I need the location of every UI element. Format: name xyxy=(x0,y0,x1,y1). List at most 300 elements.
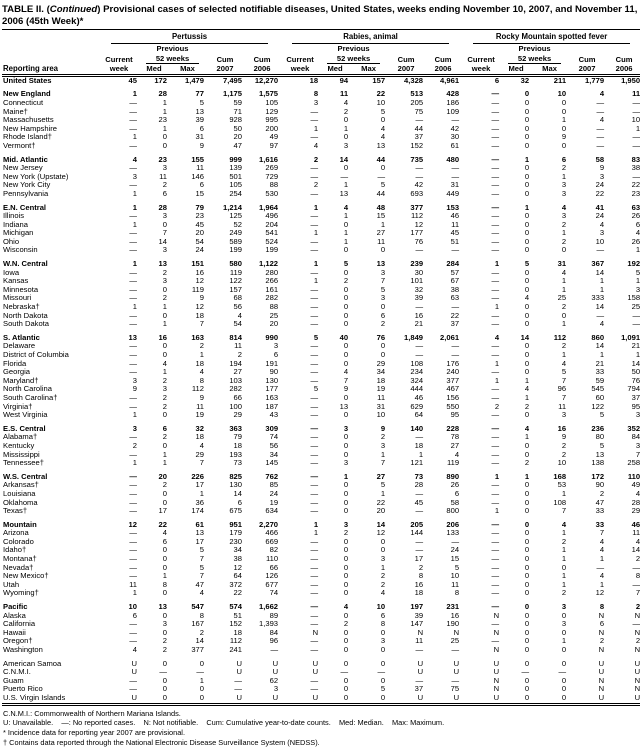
value-cell: 547 xyxy=(191,602,204,612)
value-cell: — xyxy=(129,294,137,303)
footnote-asterisk: * Incidence data for reporting year 2007 are provisional. xyxy=(3,728,186,738)
value-cell: — xyxy=(491,285,500,294)
value-cell: 0 xyxy=(162,133,167,142)
value-cell: — xyxy=(310,246,319,255)
value-cell: 45 xyxy=(128,75,137,85)
reporting-area-cell: Idaho† xyxy=(3,546,27,555)
value-cell: — xyxy=(129,368,137,377)
table-row xyxy=(2,238,640,247)
value-cell: 3 xyxy=(635,441,640,450)
reporting-area-cell: S. Atlantic xyxy=(3,332,40,342)
table-row xyxy=(2,581,640,590)
value-cell: — xyxy=(491,489,500,498)
value-cell: U xyxy=(453,658,460,668)
table-row xyxy=(2,546,640,555)
value-cell: 4 xyxy=(599,537,605,546)
value-cell: 6 xyxy=(273,351,279,359)
value-cell: — xyxy=(415,303,424,312)
value-cell: 156 xyxy=(446,393,460,402)
value-cell: 30 xyxy=(414,268,424,277)
reporting-area-cell: Iowa xyxy=(3,268,20,277)
value-cell: 0 xyxy=(524,246,530,255)
value-cell: 11 xyxy=(415,637,424,646)
value-cell: 266 xyxy=(265,277,279,286)
value-cell: 0 xyxy=(162,489,167,498)
reporting-area-cell: New Hampshire xyxy=(3,124,58,133)
value-cell: U xyxy=(493,668,500,677)
value-cell: 377 xyxy=(191,646,204,654)
value-cell: 59 xyxy=(233,98,242,107)
value-cell: 0 xyxy=(380,164,386,173)
value-cell: 1 xyxy=(313,519,319,529)
value-cell: — xyxy=(491,172,500,181)
current-label: Current xyxy=(286,54,314,64)
value-cell: — xyxy=(451,116,460,125)
value-cell: 1 xyxy=(162,572,167,581)
table-row xyxy=(2,612,640,621)
value-cell: 3 xyxy=(561,181,567,190)
value-cell: — xyxy=(632,563,640,572)
value-cell: 2 xyxy=(199,628,204,637)
value-cell: — xyxy=(491,342,500,351)
value-cell: — xyxy=(310,450,319,459)
value-cell: 5 xyxy=(380,481,386,490)
value-cell: 2 xyxy=(237,351,242,359)
value-cell: 84 xyxy=(631,433,640,442)
value-cell: 0 xyxy=(524,342,530,351)
value-cell: — xyxy=(491,220,500,229)
value-cell: 1 xyxy=(162,107,167,116)
value-cell: 204 xyxy=(265,220,279,229)
value-cell: 40 xyxy=(339,332,349,342)
value-cell: N xyxy=(598,611,605,620)
value-cell: 1 xyxy=(199,351,204,359)
value-cell: — xyxy=(415,342,424,351)
value-cell: U xyxy=(272,693,279,702)
value-cell: 34 xyxy=(233,546,242,555)
value-cell: 39 xyxy=(414,611,424,620)
value-cell: U xyxy=(236,658,242,668)
value-cell: 85 xyxy=(269,481,279,490)
value-cell: 8 xyxy=(199,376,204,385)
value-cell: 3 xyxy=(380,268,386,277)
value-cell: 0 xyxy=(524,89,530,99)
value-cell: 0 xyxy=(343,489,349,498)
value-cell: U xyxy=(634,658,640,668)
value-cell: — xyxy=(129,246,137,255)
value-cell: 0 xyxy=(343,646,349,654)
table-row xyxy=(2,360,640,369)
value-cell: 14 xyxy=(595,268,605,277)
value-cell: 0 xyxy=(380,546,386,555)
value-cell: 282 xyxy=(229,385,242,394)
value-cell: 39 xyxy=(195,116,204,125)
value-cell: 0 xyxy=(343,572,349,581)
value-cell: 1,616 xyxy=(259,154,279,164)
value-cell: 2 xyxy=(380,572,386,581)
value-cell: 0 xyxy=(524,537,530,546)
value-cell: 103 xyxy=(229,376,242,385)
value-cell: 157 xyxy=(229,285,242,294)
reporting-area-cell: Minnesota xyxy=(3,285,39,294)
value-cell: — xyxy=(451,303,460,312)
value-cell: 22 xyxy=(450,311,460,320)
value-cell: 20 xyxy=(195,229,204,238)
value-cell: 0 xyxy=(343,220,349,229)
reporting-area-cell: Arizona xyxy=(3,529,29,538)
value-cell: 11 xyxy=(196,402,204,411)
value-cell: 11 xyxy=(377,393,386,402)
value-cell: 5 xyxy=(561,368,567,377)
value-cell: 66 xyxy=(233,393,242,402)
value-cell: — xyxy=(451,164,460,173)
value-cell: — xyxy=(310,351,319,359)
table-row xyxy=(2,490,640,499)
value-cell: 0 xyxy=(524,580,530,589)
value-cell: U xyxy=(493,658,500,668)
value-cell: 191 xyxy=(265,359,279,368)
reporting-area-cell: Maryland† xyxy=(3,376,39,385)
table-row xyxy=(2,403,640,412)
value-cell: 18 xyxy=(233,628,242,637)
value-cell: 27 xyxy=(450,441,460,450)
value-cell: 30 xyxy=(450,133,460,142)
value-cell: 0 xyxy=(524,351,530,359)
value-cell: 1 xyxy=(162,368,167,377)
value-cell: — xyxy=(129,489,137,498)
value-cell: — xyxy=(491,164,500,173)
value-cell: U xyxy=(634,668,640,677)
value-cell: U xyxy=(236,693,242,702)
value-cell: — xyxy=(129,563,137,572)
value-cell: 109 xyxy=(446,107,460,116)
value-cell: 15 xyxy=(195,189,204,198)
value-cell: 8 xyxy=(380,620,386,629)
value-cell: 3 xyxy=(162,277,167,286)
value-cell: 1 xyxy=(561,555,567,564)
value-cell: 47 xyxy=(233,141,242,150)
value-cell: — xyxy=(129,320,137,329)
table-row xyxy=(2,377,640,386)
value-cell: 57 xyxy=(450,268,460,277)
value-cell: N xyxy=(634,676,640,685)
value-cell: — xyxy=(491,154,500,164)
value-cell: 1,091 xyxy=(621,332,640,342)
table-header xyxy=(2,30,640,75)
value-cell: 12 xyxy=(195,277,204,286)
value-cell: 4 xyxy=(313,141,319,150)
value-cell: 0 xyxy=(524,658,530,668)
value-cell: 15 xyxy=(450,555,460,564)
value-cell: 54 xyxy=(233,320,242,329)
value-cell: 0 xyxy=(162,628,167,637)
value-cell: 282 xyxy=(265,294,279,303)
value-cell: 112 xyxy=(229,637,242,646)
value-cell: 1 xyxy=(343,181,349,190)
value-cell: 6 xyxy=(599,620,605,629)
value-cell: 0 xyxy=(524,237,530,246)
value-cell: — xyxy=(596,563,605,572)
value-cell: — xyxy=(451,351,460,359)
value-cell: 0 xyxy=(524,141,530,150)
value-cell: 13 xyxy=(195,529,204,538)
value-cell: 12 xyxy=(233,563,242,572)
value-cell: 7 xyxy=(199,320,204,329)
value-cell: 194 xyxy=(229,359,242,368)
table-row xyxy=(2,499,640,508)
value-cell: 0 xyxy=(343,589,349,598)
value-cell: 3 xyxy=(599,172,605,181)
value-cell: 45 xyxy=(414,498,424,507)
value-cell: 0 xyxy=(561,658,567,668)
value-cell: 574 xyxy=(229,602,242,612)
value-cell: — xyxy=(129,268,137,277)
value-cell: 0 xyxy=(343,441,349,450)
value-cell: U xyxy=(453,693,460,702)
value-cell: 176 xyxy=(446,359,460,368)
value-cell: 27 xyxy=(233,368,242,377)
value-cell: 0 xyxy=(380,676,386,685)
value-cell: 2 xyxy=(162,181,167,190)
value-cell: 241 xyxy=(229,646,242,654)
value-cell: 3 xyxy=(343,519,349,529)
value-cell: 14 xyxy=(520,332,530,342)
value-cell: 377 xyxy=(410,202,424,212)
value-cell: N xyxy=(598,676,605,685)
table-row xyxy=(2,303,640,312)
table-row xyxy=(2,269,640,278)
value-cell: 0 xyxy=(199,685,204,694)
previous-label: Previous xyxy=(337,44,370,53)
value-cell: — xyxy=(310,433,319,442)
value-cell: 33 xyxy=(595,519,605,529)
value-cell: 83 xyxy=(631,154,640,164)
value-cell: 18 xyxy=(414,441,424,450)
value-cell: 2 xyxy=(162,376,167,385)
value-cell: 96 xyxy=(269,637,279,646)
value-cell: 8 xyxy=(635,572,640,581)
reporting-area-cell: U.S. Virgin Islands xyxy=(3,693,66,702)
value-cell: — xyxy=(129,450,137,459)
value-cell: 580 xyxy=(229,259,242,269)
value-cell: 814 xyxy=(229,332,242,342)
value-cell: U xyxy=(598,693,605,702)
value-cell: — xyxy=(310,368,319,377)
value-cell: 629 xyxy=(410,402,424,411)
table-row xyxy=(2,221,640,230)
value-cell: 449 xyxy=(446,189,460,198)
value-cell: — xyxy=(377,668,386,677)
table-row xyxy=(2,85,640,99)
value-cell: N xyxy=(493,676,500,685)
value-cell: 428 xyxy=(446,89,460,99)
value-cell: — xyxy=(234,676,242,685)
value-cell: 2 xyxy=(635,602,640,612)
value-cell: 0 xyxy=(343,637,349,646)
value-cell: 0 xyxy=(524,164,530,173)
value-cell: — xyxy=(491,481,500,490)
value-cell: 0 xyxy=(524,172,530,181)
value-cell: 200 xyxy=(265,124,279,133)
value-cell: 31 xyxy=(376,402,386,411)
value-cell: 0 xyxy=(561,611,567,620)
value-cell: 6 xyxy=(237,498,242,507)
reporting-area-cell: South Carolina† xyxy=(3,393,58,402)
value-cell: 3 xyxy=(380,555,386,564)
value-cell: 4 xyxy=(454,450,460,459)
value-cell: 2,270 xyxy=(259,519,279,529)
value-cell: 825 xyxy=(229,471,242,481)
value-cell: 367 xyxy=(591,259,605,269)
reporting-area-cell: New Mexico† xyxy=(3,572,49,581)
value-cell: 158 xyxy=(627,294,640,303)
value-cell: 0 xyxy=(343,303,349,312)
value-cell: — xyxy=(310,220,319,229)
reporting-area-cell: Hawaii xyxy=(3,628,26,637)
value-cell: 231 xyxy=(446,602,460,612)
value-cell: — xyxy=(129,342,137,351)
value-cell: 24 xyxy=(595,181,605,190)
value-cell: — xyxy=(377,172,386,181)
value-cell: 0 xyxy=(524,116,530,125)
value-cell: 24 xyxy=(450,546,460,555)
value-cell: 3 xyxy=(380,441,386,450)
table-row xyxy=(2,572,640,581)
value-cell: — xyxy=(129,98,137,107)
value-cell: N xyxy=(598,646,605,654)
value-cell: 59 xyxy=(595,376,605,385)
value-cell: 9 xyxy=(380,423,386,433)
value-cell: 167 xyxy=(191,620,204,629)
table-row xyxy=(2,451,640,460)
value-cell: 0 xyxy=(524,507,530,516)
value-cell: — xyxy=(491,351,500,359)
value-cell: U xyxy=(453,668,460,677)
value-cell: — xyxy=(491,519,500,529)
value-cell: 0 xyxy=(524,628,530,637)
value-cell: 16 xyxy=(557,423,567,433)
value-cell: — xyxy=(129,402,137,411)
value-cell: — xyxy=(129,237,137,246)
value-cell: 5 xyxy=(343,259,349,269)
value-cell: 3 xyxy=(561,212,567,221)
reporting-area-cell: New England xyxy=(3,89,51,99)
value-cell: 37 xyxy=(631,393,640,402)
reporting-area-cell: Kansas xyxy=(3,277,29,286)
value-cell: — xyxy=(491,133,500,142)
value-cell: — xyxy=(310,164,319,173)
value-cell: 51 xyxy=(233,611,242,620)
value-cell: 0 xyxy=(343,351,349,359)
value-cell: 0 xyxy=(524,133,530,142)
value-cell: 4 xyxy=(524,423,530,433)
value-cell: — xyxy=(310,555,319,564)
value-cell: 0 xyxy=(380,116,386,125)
value-cell: 2 xyxy=(524,402,530,411)
value-cell: 206 xyxy=(446,519,460,529)
value-cell: — xyxy=(129,107,137,116)
value-cell: 1,214 xyxy=(222,202,242,212)
value-cell: 1 xyxy=(561,351,567,359)
value-cell: 10 xyxy=(450,572,460,581)
value-cell: 6 xyxy=(162,423,167,433)
value-cell: — xyxy=(632,172,640,181)
value-cell: 0 xyxy=(343,658,349,668)
value-cell: 97 xyxy=(269,141,279,150)
reporting-area-cell: Texas† xyxy=(3,507,28,516)
value-cell: 1 xyxy=(132,303,137,312)
max-label: Max xyxy=(180,64,195,74)
table-row xyxy=(2,212,640,221)
value-cell: — xyxy=(129,676,137,685)
value-cell: 3 xyxy=(380,294,386,303)
value-cell: 14 xyxy=(233,489,242,498)
value-cell: — xyxy=(310,342,319,351)
value-cell: 0 xyxy=(524,685,530,694)
value-cell: 0 xyxy=(162,441,167,450)
value-cell: 0 xyxy=(343,359,349,368)
value-cell: 24 xyxy=(195,246,204,255)
value-cell: — xyxy=(415,489,424,498)
value-cell: 2 xyxy=(380,433,386,442)
value-cell: 11 xyxy=(451,220,460,229)
value-cell: 1 xyxy=(343,212,349,221)
year-2006-label: 2006 xyxy=(434,64,452,74)
value-cell: 9 xyxy=(599,164,605,173)
value-cell: 1 xyxy=(313,202,319,212)
value-cell: 46 xyxy=(631,519,640,529)
value-cell: 7 xyxy=(380,277,386,286)
value-cell: 0 xyxy=(343,116,349,125)
value-cell: N xyxy=(598,685,605,694)
value-cell: 0 xyxy=(343,320,349,329)
table-row xyxy=(2,116,640,125)
title-continued: Continued xyxy=(49,4,98,15)
value-cell: — xyxy=(415,351,424,359)
value-cell: 5 xyxy=(313,385,319,394)
value-cell: 1 xyxy=(599,555,605,564)
value-cell: 155 xyxy=(191,154,204,164)
value-cell: 1,964 xyxy=(259,202,279,212)
value-cell: 14 xyxy=(631,359,640,368)
value-cell: 0 xyxy=(343,611,349,620)
value-cell: 1 xyxy=(494,507,500,516)
med-label: Med xyxy=(146,64,162,74)
value-cell: 4 xyxy=(561,268,567,277)
value-cell: 2 xyxy=(561,450,567,459)
value-cell: 16 xyxy=(414,311,424,320)
table-row xyxy=(2,459,640,468)
value-cell: 1 xyxy=(162,450,167,459)
value-cell: 729 xyxy=(265,172,279,181)
value-cell: — xyxy=(129,555,137,564)
value-cell: 1 xyxy=(132,589,137,598)
value-cell: 144 xyxy=(410,529,424,538)
value-cell: 2 xyxy=(132,441,137,450)
value-cell: — xyxy=(310,498,319,507)
value-cell: 1 xyxy=(132,202,137,212)
table-row xyxy=(2,229,640,238)
value-cell: — xyxy=(310,294,319,303)
value-cell: 60 xyxy=(595,393,605,402)
table-row xyxy=(2,411,640,420)
table-row xyxy=(2,694,640,704)
value-cell: 1 xyxy=(380,220,386,229)
value-cell: 11 xyxy=(632,89,640,99)
value-cell: — xyxy=(129,546,137,555)
value-cell: 39 xyxy=(414,294,424,303)
value-cell: 4 xyxy=(599,220,605,229)
